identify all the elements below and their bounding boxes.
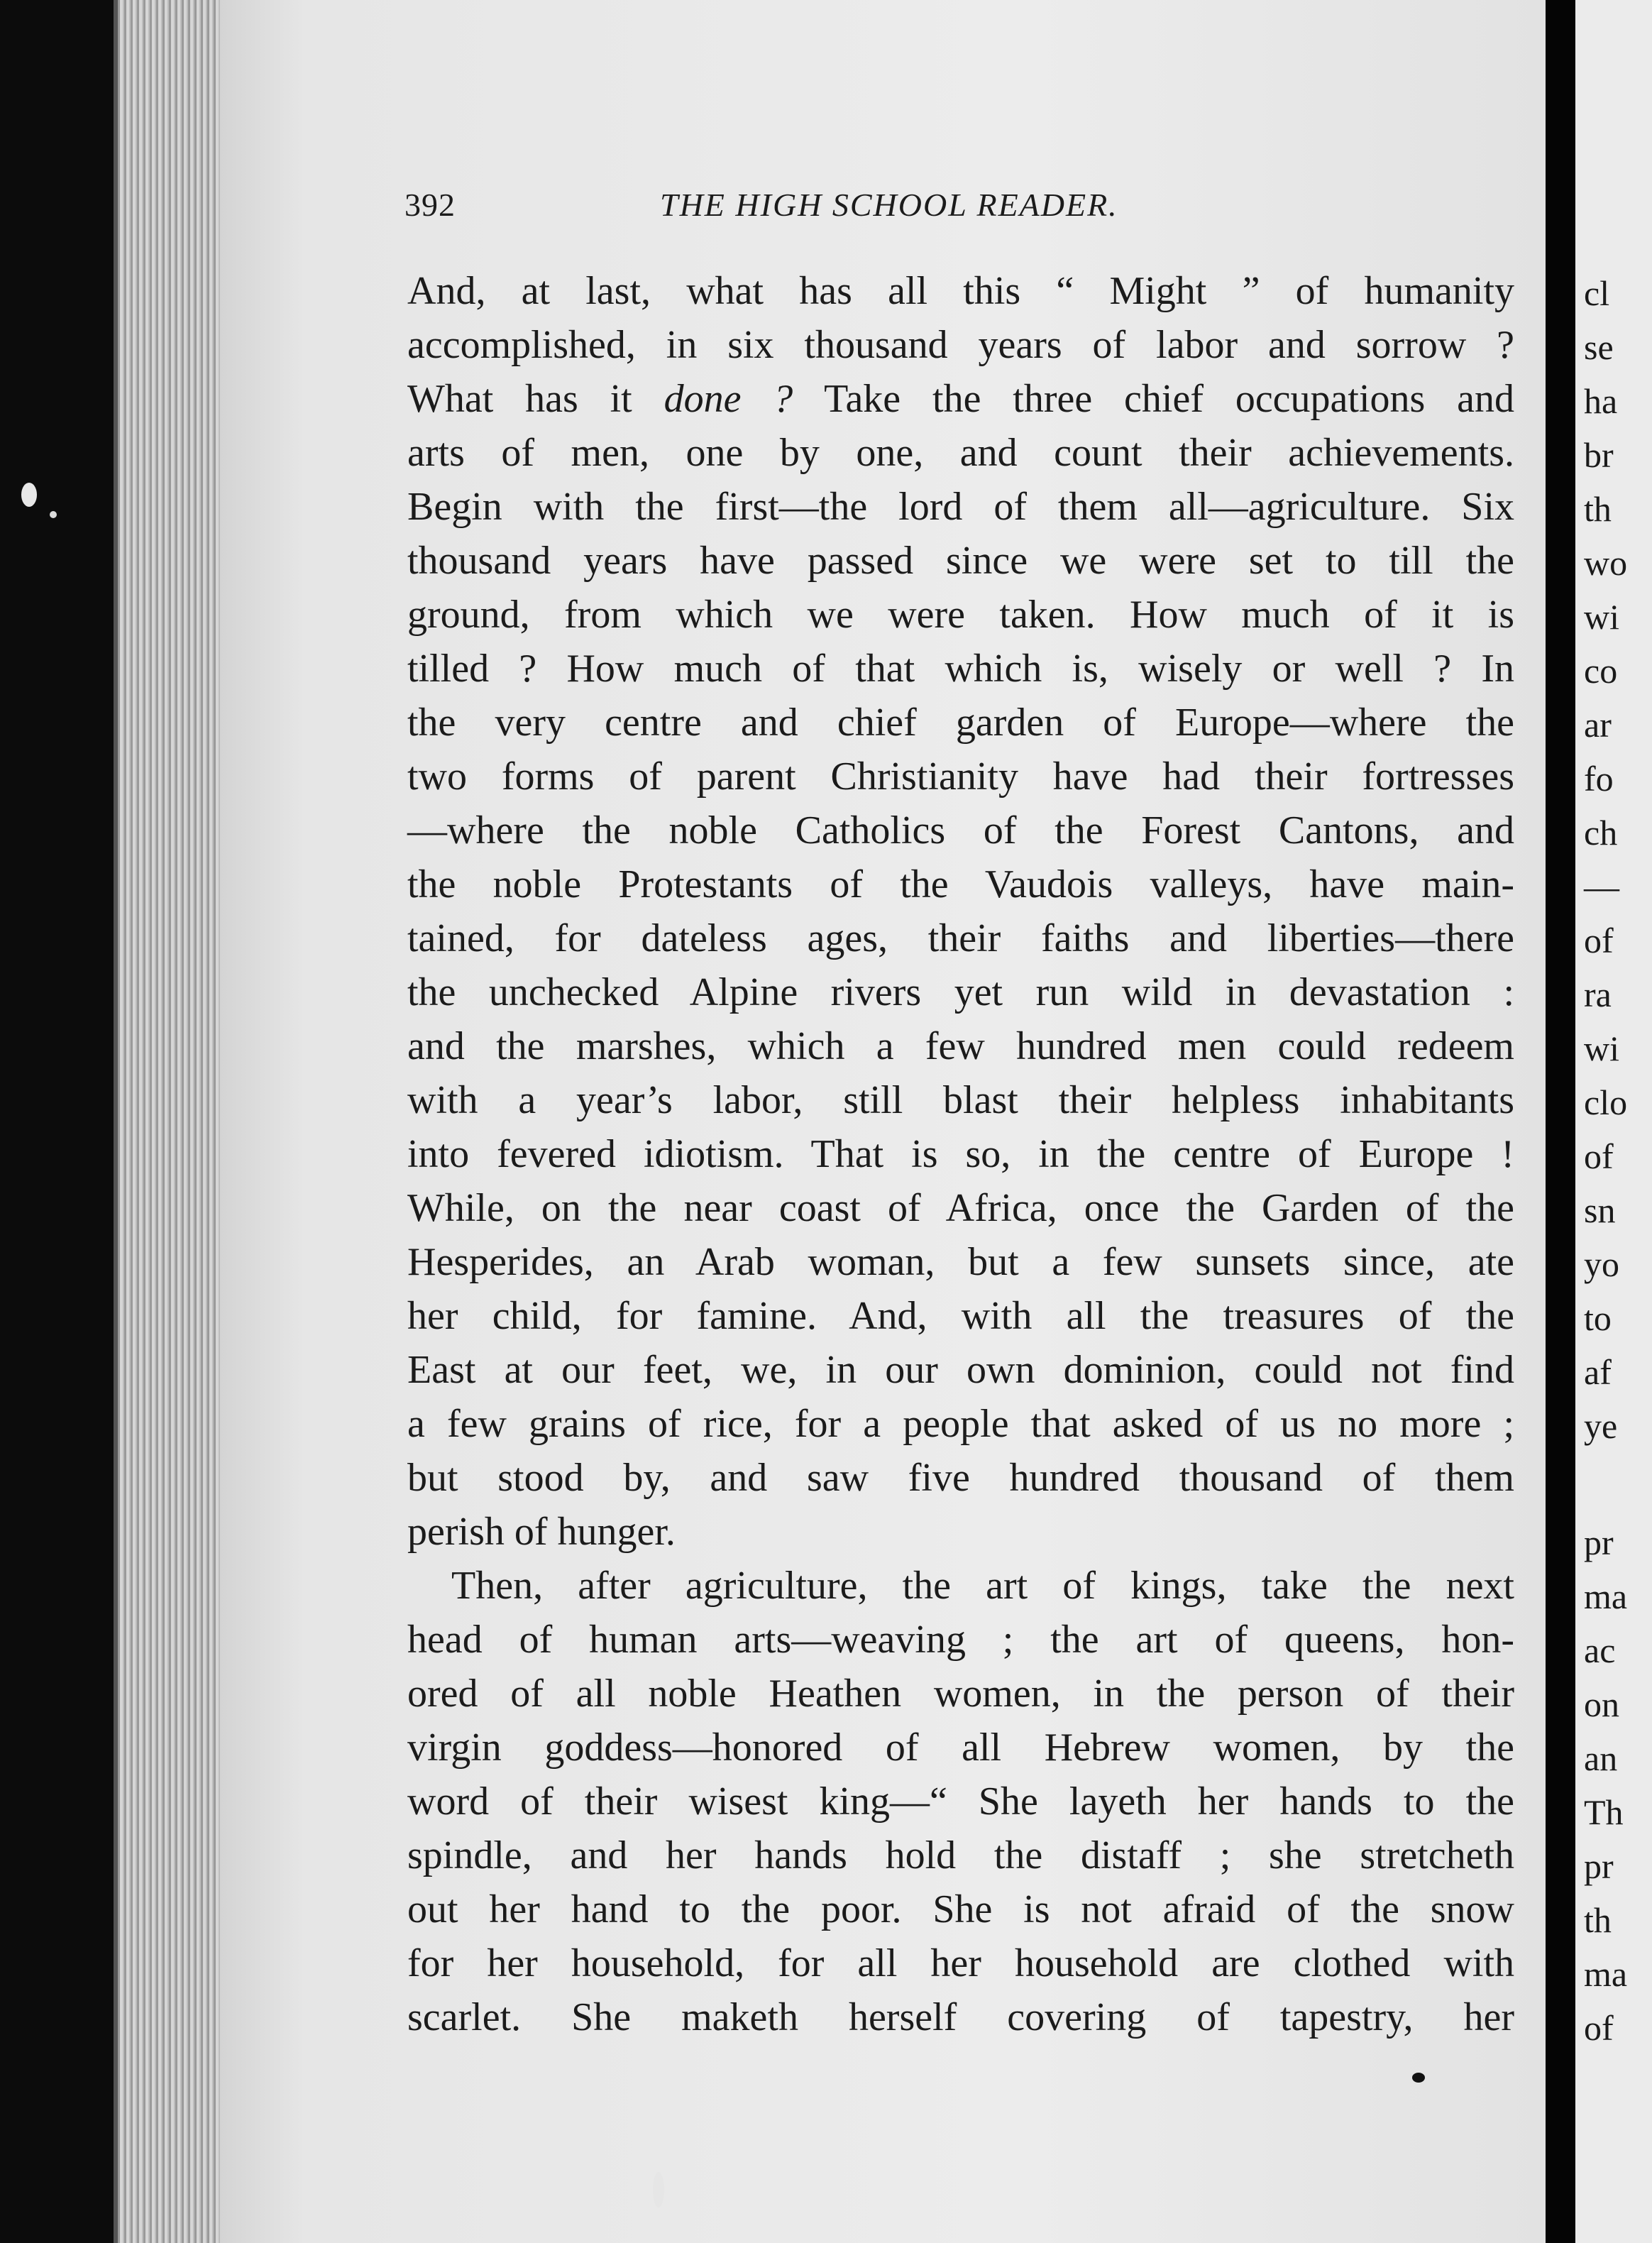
facing-page-fragment: co [1584, 651, 1618, 691]
facing-page-fragment: sn [1584, 1190, 1616, 1230]
facing-page-fragment: of [1584, 921, 1614, 960]
page-edges [114, 0, 224, 2243]
facing-page-fragment: — [1584, 867, 1619, 906]
facing-page-fragment: of [1584, 1136, 1614, 1176]
text-line: a few grains of rice, for a people that asked of us no more ; [407, 1402, 1514, 1446]
text-line: the noble Protestants of the Vaudois valleys, have main- [407, 862, 1514, 906]
facing-page-fragment: to [1584, 1298, 1612, 1338]
emphasized-word: done ? [663, 377, 793, 421]
facing-page-fragment: se [1584, 327, 1614, 367]
text-line: spindle, and her hands hold the distaff ; she stretcheth [407, 1833, 1514, 1877]
text-line: —where the noble Catholics of the Forest Cantons, and [407, 808, 1514, 852]
paragraph-start-line: Then, after agriculture, the art of kings, take the next [451, 1564, 1514, 1608]
text-line: accomplished, in six thousand years of labor and sorrow ? [407, 323, 1514, 367]
text-line: arts of men, one by one, and count their achievements. [407, 431, 1514, 475]
facing-page-fragment: of [1584, 2008, 1614, 2048]
text-line: ored of all noble Heathen women, in the person of their [407, 1672, 1514, 1716]
text-line: scarlet. She maketh herself covering of tapestry, her [407, 1995, 1514, 2039]
facing-page-fragment: an [1584, 1738, 1618, 1778]
text-line: word of their wisest king—“ She layeth her hands to the [407, 1779, 1514, 1824]
text-line: for her household, for all her household are clothed with [407, 1941, 1514, 1985]
text-line: ground, from which we were taken. How much of it is [407, 593, 1514, 637]
paragraph-end-line: perish of hunger. [407, 1510, 676, 1554]
facing-page-fragment: pr [1584, 1846, 1614, 1886]
text-line [407, 372, 1514, 426]
text-line-lead: What has it done ? Take the three chief occupations and [407, 377, 1514, 421]
dust-speck [21, 483, 37, 507]
text-line: virgin goddess—honored of all Hebrew women, by the [407, 1726, 1514, 1770]
page-number: 392 [404, 187, 456, 223]
text-line: East at our feet, we, in our own dominion, could not find [407, 1348, 1514, 1392]
text-line: but stood by, and saw five hundred thousand of them [407, 1456, 1514, 1500]
facing-page-fragment: ch [1584, 813, 1618, 852]
facing-page-fragment: ye [1584, 1406, 1618, 1446]
facing-page-fragment: wi [1584, 1029, 1619, 1068]
text-line: tilled ? How much of that which is, wisely or well ? In [407, 647, 1514, 691]
facing-page-fragment: cl [1584, 273, 1610, 313]
text-line: and the marshes, which a few hundred men could redeem [407, 1024, 1514, 1068]
facing-page-fragment: on [1584, 1684, 1619, 1724]
text-line: with a year’s labor, still blast their helpless inhabitants [407, 1078, 1514, 1122]
dust-speck [1412, 2073, 1425, 2083]
facing-page-fragment: ma [1584, 1954, 1628, 1994]
facing-page-fragment: clo [1584, 1082, 1628, 1122]
dust-speck [653, 2172, 664, 2208]
text-line: thousand years have passed since we were set to till the [407, 539, 1514, 583]
facing-page-fragment: ha [1584, 381, 1618, 421]
text-line: out her hand to the poor. She is not afraid of the snow [407, 1887, 1514, 1931]
facing-page-fragment: ar [1584, 705, 1612, 745]
running-head [404, 186, 1511, 236]
facing-page-fragment: ac [1584, 1630, 1616, 1670]
facing-page-fragment: th [1584, 1900, 1612, 1940]
body-text [407, 264, 1514, 2044]
text-line: And, at last, what has all this “ Might ” of humanity [407, 269, 1514, 313]
text-line: into fevered idiotism. That is so, in the centre of Europe ! [407, 1132, 1514, 1176]
text-line: her child, for famine. And, with all the treasures of the [407, 1294, 1514, 1338]
facing-page-fragment: th [1584, 489, 1612, 529]
text-line: the unchecked Alpine rivers yet run wild in devastation : [407, 970, 1514, 1014]
text-line: two forms of parent Christianity have had their fortresses [407, 755, 1514, 799]
facing-page-edge [1575, 0, 1652, 2243]
facing-page-fragment: pr [1584, 1523, 1614, 1562]
text-line: While, on the near coast of Africa, once the Garden of the [407, 1186, 1514, 1230]
facing-page-fragment: ma [1584, 1576, 1628, 1616]
facing-page-fragment: fo [1584, 759, 1614, 799]
facing-page-fragment: yo [1584, 1244, 1619, 1284]
facing-page-fragment: af [1584, 1352, 1612, 1392]
facing-page-fragment: ra [1584, 975, 1612, 1014]
text-line: head of human arts—weaving ; the art of queens, hon- [407, 1618, 1514, 1662]
running-title: THE HIGH SCHOOL READER. [660, 187, 1118, 223]
facing-page-fragment: wo [1584, 543, 1628, 583]
text-line: the very centre and chief garden of Europe—where the [407, 701, 1514, 745]
facing-page-fragment: wi [1584, 597, 1619, 637]
facing-page-fragment: br [1584, 435, 1614, 475]
text-line: Hesperides, an Arab woman, but a few sunsets since, ate [407, 1240, 1514, 1284]
facing-page-fragment: Th [1584, 1792, 1624, 1832]
dust-speck [50, 511, 57, 518]
book-gutter [1546, 0, 1575, 2243]
text-line: Begin with the first—the lord of them all—agriculture. Six [407, 485, 1514, 529]
text-line: tained, for dateless ages, their faiths and liberties—there [407, 916, 1514, 960]
